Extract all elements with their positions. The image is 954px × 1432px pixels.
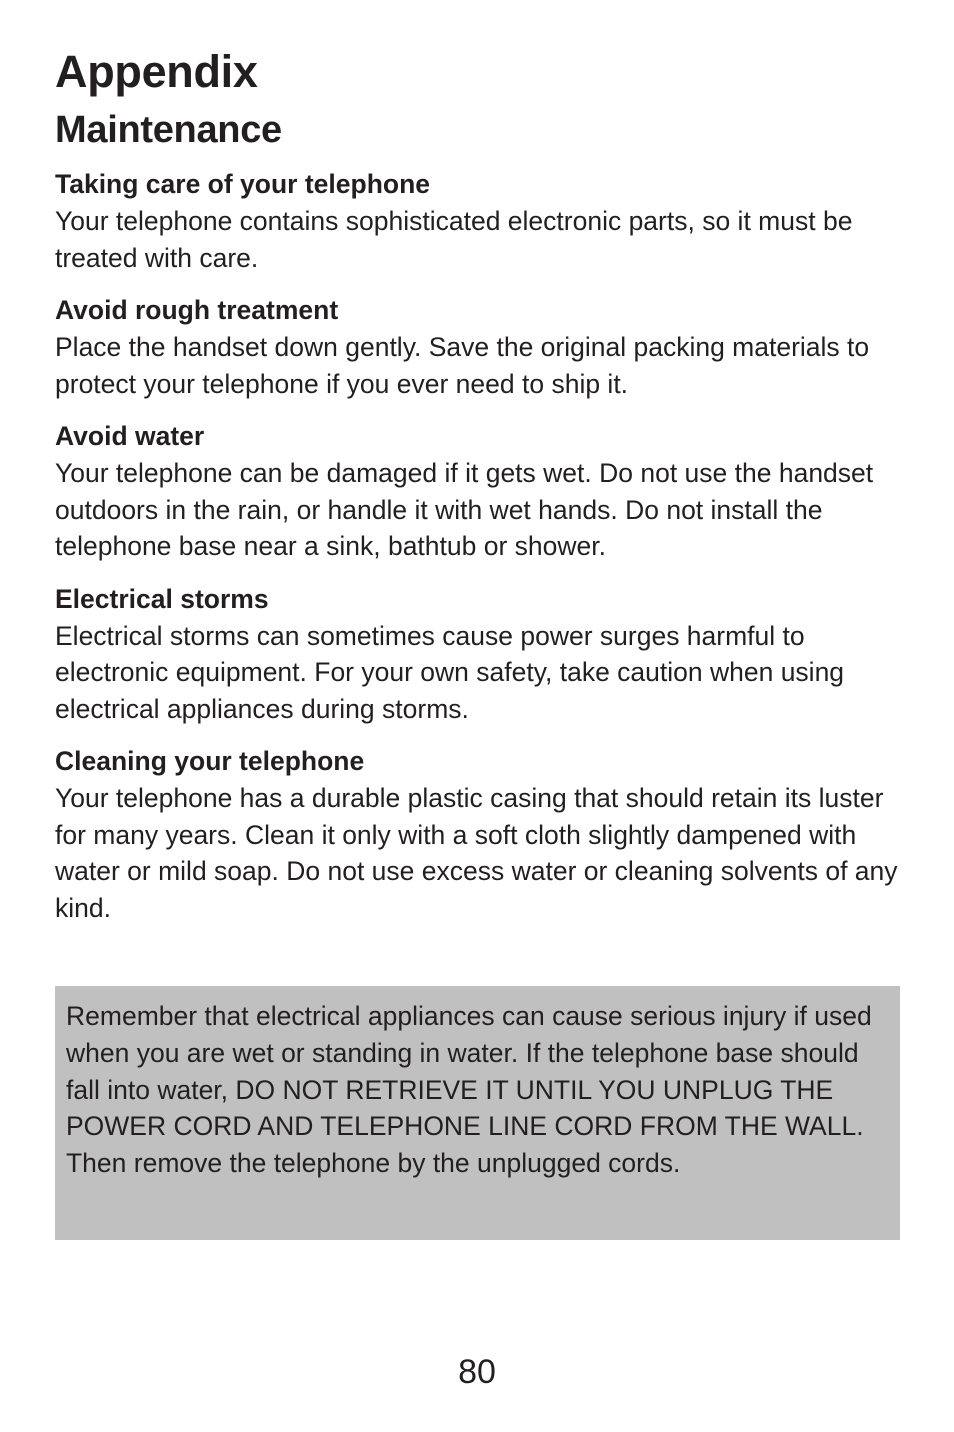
section-title: Cleaning your telephone bbox=[55, 746, 365, 776]
section-body: Your telephone contains sophisticated electronic parts, so it must be treated with care. bbox=[55, 206, 853, 273]
section-cleaning bbox=[55, 743, 900, 926]
section-title: Electrical storms bbox=[55, 583, 269, 614]
section-body: Your telephone has a durable plastic casing that should retain its luster for many years. Clean it only with a soft cloth slightly dampened with water or mild soap. Do not use excess water or cleaning solvents of any kind. bbox=[55, 783, 898, 923]
section-title: Avoid rough treatment bbox=[55, 295, 339, 325]
safety-note-box bbox=[55, 986, 900, 1240]
section-taking-care bbox=[55, 166, 900, 276]
section-title: Avoid water bbox=[55, 421, 205, 451]
safety-note-text: Remember that electrical appliances can cause serious injury if used when you are wet or standing in water. If the telephone base should fall into water, DO NOT RETRIEVE IT UNTIL YOU UNPLUG THE POWER CORD AND TELEPHONE LINE CORD FROM THE WALL. Then remove the telephone by the unplugged cords. bbox=[66, 1001, 872, 1179]
section-body: Your telephone can be damaged if it gets wet. Do not use the handset outdoors in the rain, or handle it with wet hands. Do not install the telephone base near a sink, bathtub or shower. bbox=[55, 458, 874, 561]
page-number: 80 bbox=[458, 1353, 496, 1391]
section-electrical-storms bbox=[55, 581, 900, 728]
section-body: Place the handset down gently. Save the original packing materials to protect your telephone if you ever need to ship it. bbox=[55, 332, 870, 399]
section-heading: Maintenance bbox=[55, 109, 282, 151]
section-body: Electrical storms can sometimes cause power surges harmful to electronic equipment. For your own safety, take caution when using electrical appliances during storms. bbox=[55, 620, 845, 724]
page-content bbox=[55, 40, 900, 942]
section-avoid-water bbox=[55, 418, 900, 565]
page-title: Appendix bbox=[55, 46, 258, 97]
section-rough-treatment bbox=[55, 292, 900, 402]
section-title: Taking care of your telephone bbox=[55, 169, 430, 199]
